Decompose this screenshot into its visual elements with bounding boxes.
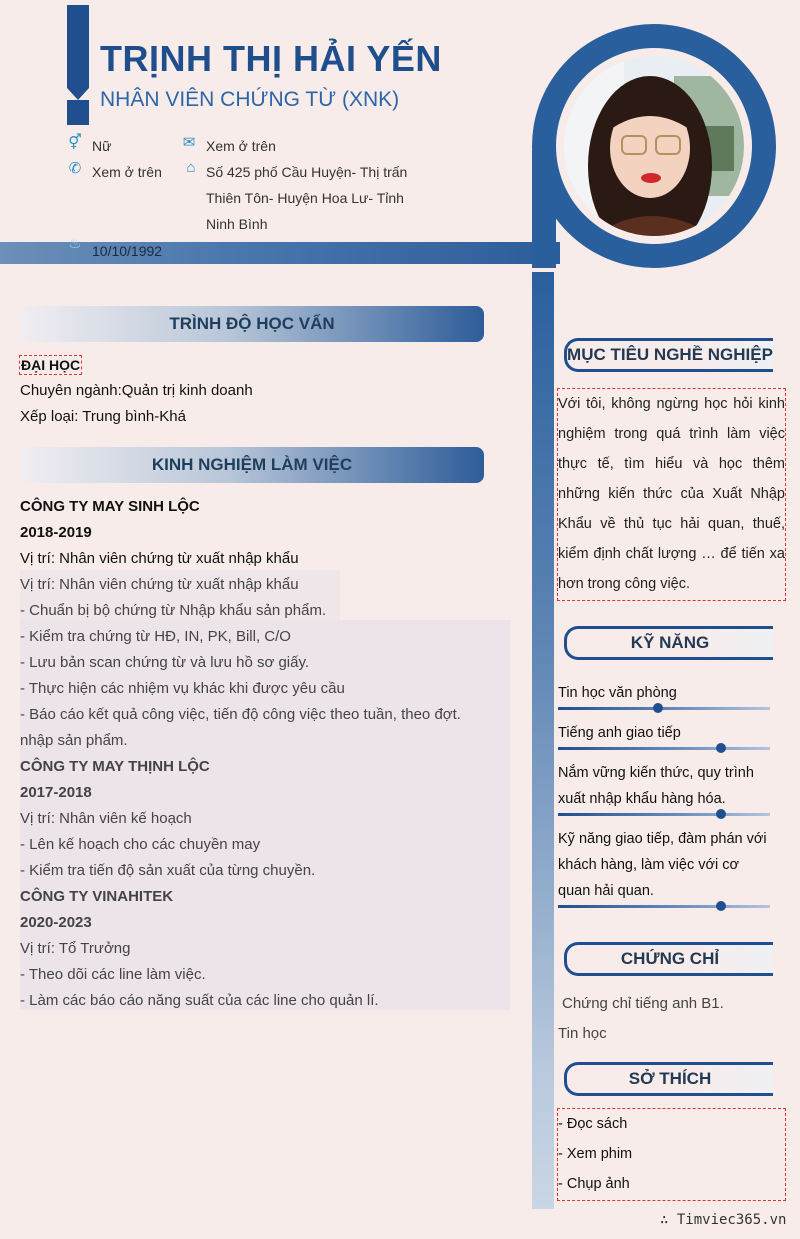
experience-heading: CÔNG TY MAY SINH LỘC — [20, 498, 200, 515]
experience-heading: 2020-2023 — [20, 914, 92, 931]
skills-title: KỸ NĂNG — [564, 626, 773, 660]
skill-level-marker — [653, 703, 663, 713]
address-line-1: Số 425 phố Cầu Huyện- Thị trấn — [206, 164, 408, 180]
profile-photo — [564, 56, 744, 236]
experience-line: - Lưu bản scan chứng từ và lưu hồ sơ giấy. — [20, 654, 310, 671]
header-ribbon — [67, 5, 89, 125]
header-bar — [0, 242, 560, 264]
candidate-name: TRỊNH THỊ HẢI YẾN — [100, 38, 442, 79]
certificates-title: CHỨNG CHỈ — [564, 942, 773, 976]
experience-line: - Thực hiện các nhiệm vụ khác khi được yêu cầu — [20, 680, 345, 697]
hobby-item: - Xem phim — [558, 1146, 633, 1162]
skill-bar — [558, 813, 770, 816]
education-title: TRÌNH ĐỘ HỌC VẤN — [20, 306, 484, 342]
home-icon: ⌂ — [186, 159, 196, 176]
certificate-item: Tin học — [558, 1025, 607, 1042]
education-major: Chuyên ngành:Quản trị kinh doanh — [20, 382, 253, 399]
skill-label: Kỹ năng giao tiếp, đàm phán với — [558, 831, 767, 847]
experience-line: - Chuẩn bị bộ chứng từ Nhập khẩu sản phẩm. — [20, 602, 327, 619]
experience-heading: CÔNG TY VINAHITEK — [20, 888, 174, 905]
skill-level-marker — [716, 743, 726, 753]
experience-line: - Theo dõi các line làm việc. — [20, 966, 206, 983]
objective-title: MỤC TIÊU NGHỀ NGHIỆP — [564, 338, 773, 372]
sidebar-divider — [532, 272, 554, 1209]
watermark: ∴ Timviec365.vn — [660, 1212, 787, 1228]
objective-text: Với tôi, không ngừng học hỏi kinh nghiệm trong quá trình làm việc thực tế, tìm hiểu và học thêm những kiến thức của Xuất Nhập Khẩu về thủ tục hải quan, thuế, kiểm định chất lượng … để tiến xa hơn trong công việc. — [557, 388, 786, 601]
skill-label: xuất nhập khẩu hàng hóa. — [558, 791, 726, 807]
experience-heading: CÔNG TY MAY THỊNH LỘC — [20, 758, 210, 775]
experience-heading: 2018-2019 — [20, 524, 92, 541]
experience-line: - Kiểm tra tiến độ sản xuất của từng chuyền. — [20, 862, 316, 879]
phone-icon: ✆ — [68, 160, 82, 177]
hobbies-box — [557, 1108, 786, 1201]
certificate-item: Chứng chỉ tiếng anh B1. — [562, 995, 724, 1012]
birthday-icon: ♨ — [68, 235, 82, 252]
experience-title: KINH NGHIỆM LÀM VIỆC — [20, 447, 484, 483]
hobby-item: - Chụp ảnh — [558, 1176, 630, 1192]
education-level: ĐẠI HỌC — [21, 357, 81, 373]
address-line-3: Ninh Bình — [206, 216, 268, 232]
skill-label: Tiếng anh giao tiếp — [558, 725, 681, 741]
skill-label: Tin học văn phòng — [558, 685, 677, 701]
skill-label: Nắm vững kiến thức, quy trình — [558, 765, 754, 781]
email-icon: ✉ — [182, 134, 196, 151]
email-value: Xem ở trên — [206, 138, 276, 154]
candidate-title: NHÂN VIÊN CHỨNG TỪ (XNK) — [100, 88, 400, 111]
experience-line: - Làm các báo cáo năng suất của các line cho quản lí. — [20, 992, 379, 1009]
address-line-2: Thiên Tôn- Huyện Hoa Lư- Tỉnh — [206, 190, 404, 206]
education-rank: Xếp loại: Trung bình-Khá — [20, 408, 186, 425]
skill-level-marker — [716, 901, 726, 911]
experience-line: Vị trí: Tổ Trưởng — [20, 940, 131, 957]
skill-bar — [558, 905, 770, 908]
skill-level-marker — [716, 809, 726, 819]
dob-value: 10/10/1992 — [92, 243, 163, 259]
header-ribbon-notch — [67, 88, 89, 100]
experience-line: nhập sản phẩm. — [20, 732, 128, 749]
experience-line: - Lên kế hoạch cho các chuyền may — [20, 836, 261, 853]
hobbies-title: SỞ THÍCH — [564, 1062, 773, 1096]
skill-bar — [558, 747, 770, 750]
experience-line: Vị trí: Nhân viên chứng từ xuất nhập khẩu — [20, 576, 299, 593]
experience-line: Vị trí: Nhân viên chứng từ xuất nhập khẩu — [20, 550, 299, 567]
photo-ring-stem — [532, 150, 556, 268]
skill-bar — [558, 707, 770, 710]
skill-label: khách hàng, làm việc với cơ — [558, 857, 740, 873]
gender-value: Nữ — [92, 138, 112, 154]
experience-line: - Báo cáo kết quả công việc, tiến độ công việc theo tuần, theo đợt. — [20, 706, 461, 723]
experience-line: Vị trí: Nhân viên kế hoạch — [20, 810, 192, 827]
phone-value: Xem ở trên — [92, 164, 162, 180]
skill-label: quan hải quan. — [558, 883, 654, 899]
experience-line: - Kiểm tra chứng từ HĐ, IN, PK, Bill, C/O — [20, 628, 291, 645]
experience-heading: 2017-2018 — [20, 784, 92, 801]
gender-icon: ⚥ — [68, 134, 82, 151]
hobby-item: - Đọc sách — [558, 1116, 628, 1132]
